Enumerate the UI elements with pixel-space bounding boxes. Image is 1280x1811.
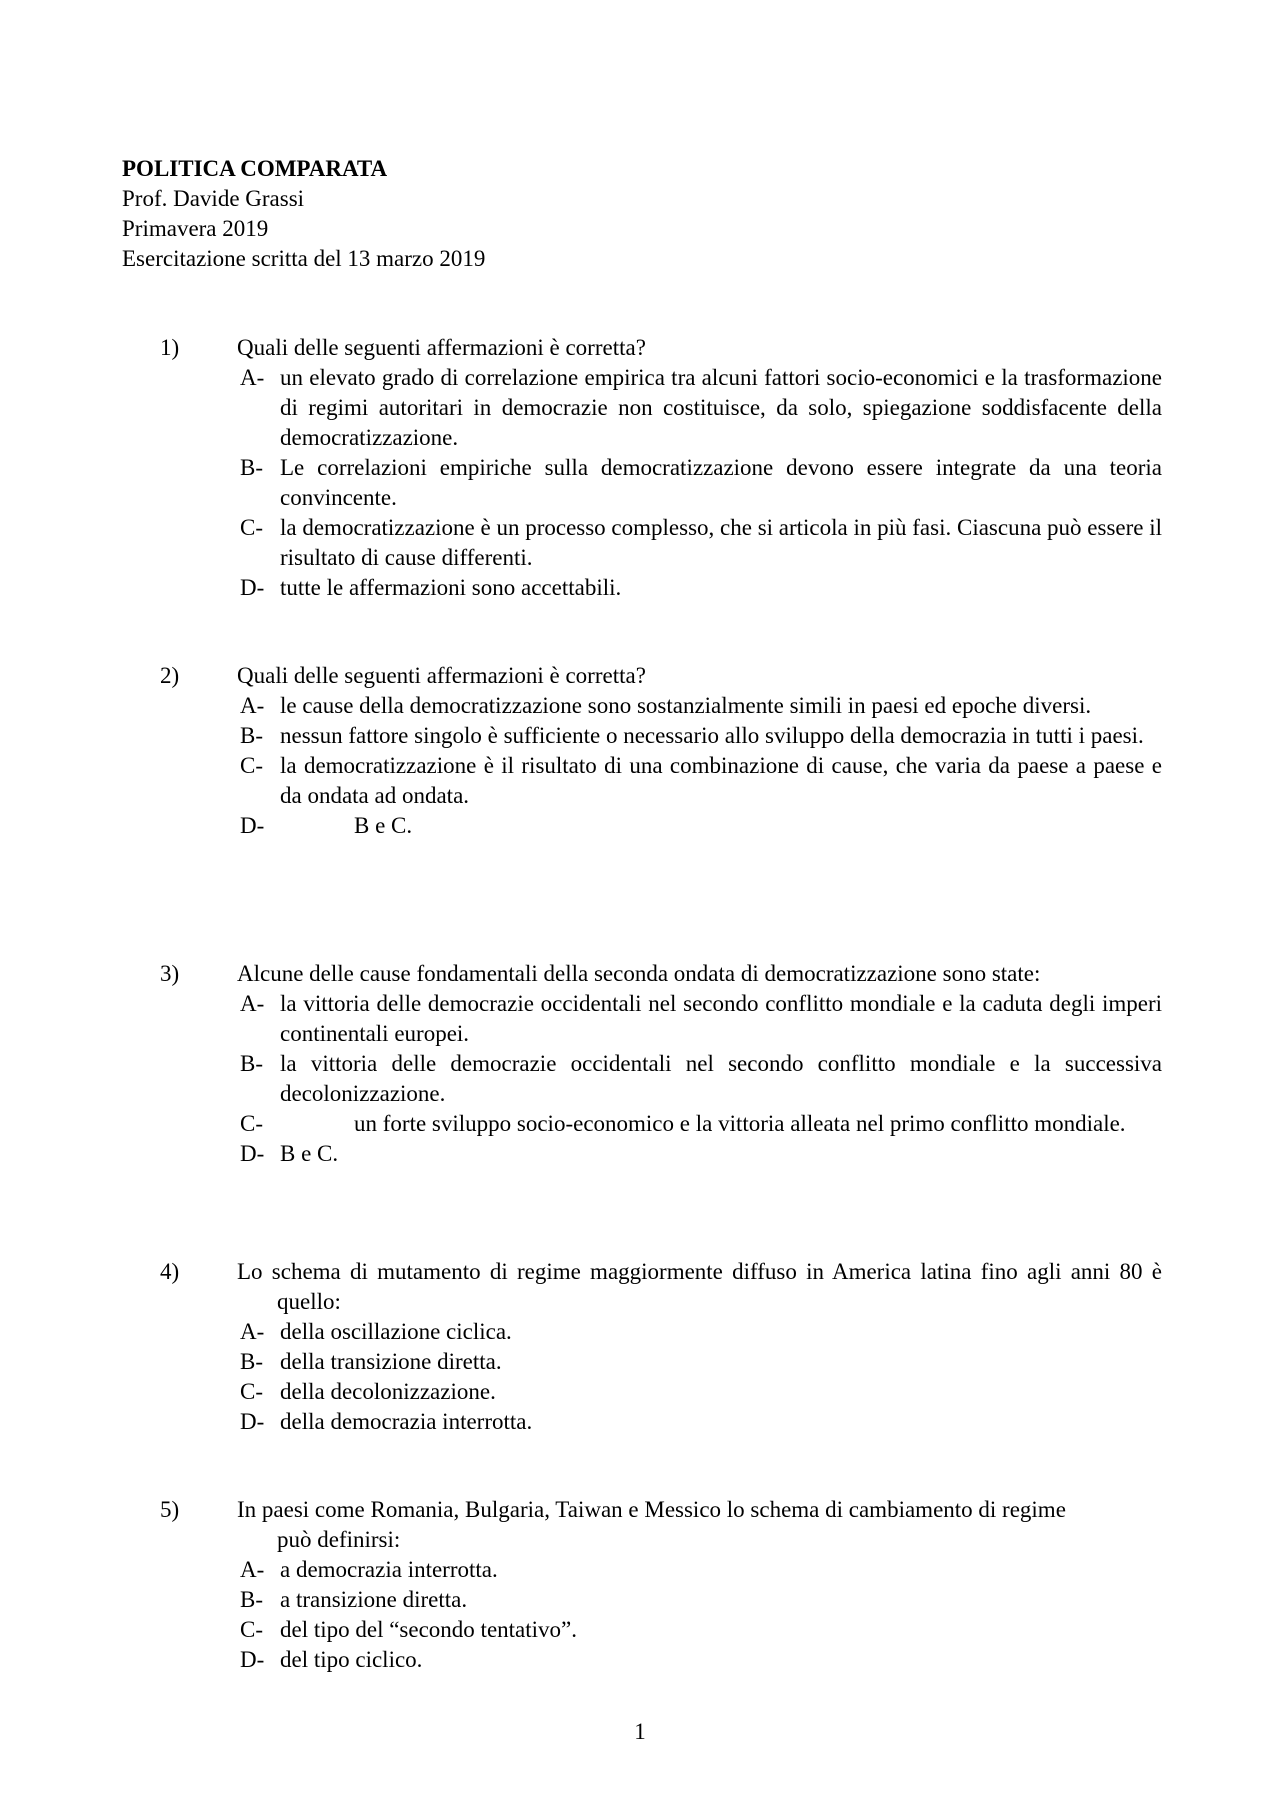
exercise-title: Esercitazione scritta del 13 marzo 2019 bbox=[122, 246, 486, 271]
option-letter: C- bbox=[240, 753, 263, 778]
option-text: nessun fattore singolo è sufficiente o necessario allo sviluppo della democrazia in tutti i paesi. bbox=[280, 723, 1144, 748]
option-a bbox=[160, 1555, 1162, 1585]
option-letter: B- bbox=[240, 1587, 263, 1612]
option-letter: A- bbox=[240, 693, 265, 718]
option-letter: D- bbox=[240, 813, 265, 838]
question-number: 4) bbox=[160, 1259, 180, 1284]
option-text: a transizione diretta. bbox=[280, 1587, 468, 1612]
option-text: un forte sviluppo socio-economico e la vittoria alleata nel primo conflitto mondiale. bbox=[354, 1111, 1126, 1136]
question-text: Quali delle seguenti affermazioni è corretta? bbox=[237, 335, 646, 360]
option-letter: D- bbox=[240, 1141, 265, 1166]
option-text: B e C. bbox=[354, 813, 413, 838]
page-number: 1 bbox=[634, 1719, 646, 1744]
option-letter: B- bbox=[240, 723, 263, 748]
question-2 bbox=[160, 661, 1162, 841]
question-number: 3) bbox=[160, 961, 180, 986]
course-title: POLITICA COMPARATA bbox=[122, 156, 388, 181]
option-b bbox=[160, 1585, 1162, 1615]
option-letter: B- bbox=[240, 455, 263, 480]
question-5 bbox=[160, 1495, 1162, 1675]
question-text: In paesi come Romania, Bulgaria, Taiwan e Messico lo schema di cambiamento di regime può definirsi: bbox=[237, 1497, 1066, 1552]
option-letter: D- bbox=[240, 575, 265, 600]
question-text: Quali delle seguenti affermazioni è corretta? bbox=[237, 663, 646, 688]
question-text: Alcune delle cause fondamentali della seconda ondata di democratizzazione sono state: bbox=[237, 961, 1041, 986]
option-d bbox=[160, 1139, 1162, 1169]
option-letter: C- bbox=[240, 515, 263, 540]
option-d bbox=[160, 1645, 1162, 1675]
option-c bbox=[160, 513, 1162, 573]
question-number: 1) bbox=[160, 335, 180, 360]
option-d bbox=[160, 573, 1162, 603]
option-text: la democratizzazione è un processo complesso, che si articola in più fasi. Ciascuna può essere il risultato di cause differenti. bbox=[280, 515, 1162, 570]
professor-name: Prof. Davide Grassi bbox=[122, 186, 305, 211]
option-b bbox=[160, 1049, 1162, 1109]
option-letter: A- bbox=[240, 1319, 265, 1344]
option-a bbox=[160, 989, 1162, 1049]
option-a bbox=[160, 1317, 1162, 1347]
option-letter: A- bbox=[240, 365, 265, 390]
option-text: la vittoria delle democrazie occidentali nel secondo conflitto mondiale e la caduta degli imperi continentali europei. bbox=[280, 991, 1162, 1046]
option-text: la democratizzazione è il risultato di una combinazione di cause, che varia da paese a paese e da ondata ad ondata. bbox=[280, 753, 1162, 808]
option-letter: B- bbox=[240, 1051, 263, 1076]
option-text: a democrazia interrotta. bbox=[280, 1557, 498, 1582]
option-c bbox=[160, 1377, 1162, 1407]
option-text: un elevato grado di correlazione empirica tra alcuni fattori socio-economici e la trasformazione di regimi autoritari in democrazie non costituisce, da solo, spiegazione soddisfacente della democratizzazione. bbox=[280, 365, 1162, 450]
option-text: del tipo ciclico. bbox=[280, 1647, 423, 1672]
option-letter: C- bbox=[240, 1379, 263, 1404]
option-b bbox=[160, 453, 1162, 513]
option-text: le cause della democratizzazione sono sostanzialmente simili in paesi ed epoche diversi. bbox=[280, 693, 1092, 718]
question-text: Lo schema di mutamento di regime maggiormente diffuso in America latina fino agli anni 80 è quello: bbox=[237, 1259, 1162, 1314]
option-letter: C- bbox=[240, 1111, 263, 1136]
question-number: 5) bbox=[160, 1497, 180, 1522]
option-letter: D- bbox=[240, 1647, 265, 1672]
option-d bbox=[160, 1407, 1162, 1437]
option-text: del tipo del “secondo tentativo”. bbox=[280, 1617, 577, 1642]
option-d bbox=[160, 811, 1162, 841]
option-c bbox=[160, 1615, 1162, 1645]
option-b bbox=[160, 721, 1162, 751]
option-text: B e C. bbox=[280, 1141, 339, 1166]
option-c bbox=[160, 751, 1162, 811]
option-letter: B- bbox=[240, 1349, 263, 1374]
option-b bbox=[160, 1347, 1162, 1377]
option-text: tutte le affermazioni sono accettabili. bbox=[280, 575, 622, 600]
question-number: 2) bbox=[160, 663, 180, 688]
question-1 bbox=[160, 333, 1162, 603]
question-3 bbox=[160, 959, 1162, 1169]
option-text: la vittoria delle democrazie occidentali nel secondo conflitto mondiale e la successiva decolonizzazione. bbox=[280, 1051, 1162, 1106]
option-text: della transizione diretta. bbox=[280, 1349, 502, 1374]
term: Primavera 2019 bbox=[122, 216, 269, 241]
option-a bbox=[160, 363, 1162, 453]
option-letter: C- bbox=[240, 1617, 263, 1642]
document-header bbox=[122, 154, 485, 274]
option-c bbox=[160, 1109, 1162, 1139]
option-letter: D- bbox=[240, 1409, 265, 1434]
question-4 bbox=[160, 1257, 1162, 1437]
option-text: della democrazia interrotta. bbox=[280, 1409, 533, 1434]
option-text: della decolonizzazione. bbox=[280, 1379, 496, 1404]
option-letter: A- bbox=[240, 1557, 265, 1582]
option-a bbox=[160, 691, 1162, 721]
option-text: della oscillazione ciclica. bbox=[280, 1319, 512, 1344]
option-letter: A- bbox=[240, 991, 265, 1016]
option-text: Le correlazioni empiriche sulla democratizzazione devono essere integrate da una teoria convincente. bbox=[280, 455, 1162, 510]
